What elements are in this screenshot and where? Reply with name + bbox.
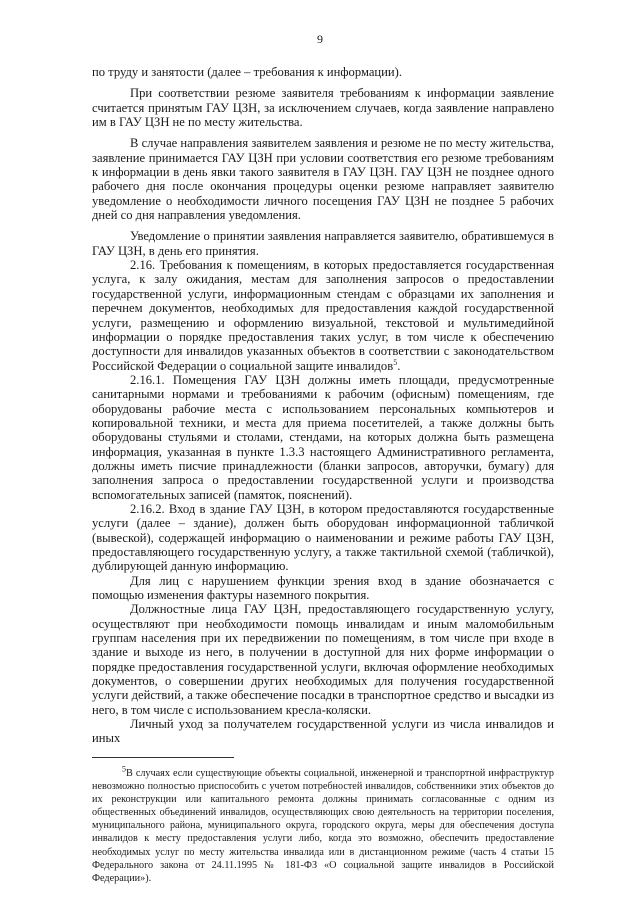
footnote-text: В случаях если существующие объекты социальной, инженерной и транспортной инфраструктур невозможно полностью приспособить с учетом потребностей инвалидов, собственники этих объектов до их реконструкции или капитального ремонта должны принимать согласованные с одним из общественных объединений инвалидов, осуществляющих свою деятельность на территории поселения, муниципального района, муниципального округа, городского округа, меры для обеспечения доступа инвалидов к месту предоставления услуги либо, когда это возможно, обеспечить предоставление необходимых услуг по месту жительства инвалида или в дистанционном режиме (часть 4 статьи 15 Федерального закона от 24.11.1995 № 181-ФЗ «О социальной защите инвалидов в Российской Федерации»). <box>92 768 554 884</box>
page-number: 9 <box>317 32 323 46</box>
paragraph-8: Для лиц с нарушением функции зрения вход в здание обозначается с помощью изменения фактуры наземного покрытия. <box>92 573 554 603</box>
footnote-reference: 5 <box>393 357 398 367</box>
paragraph-5-text: 2.16. Требования к помещениям, в которых предоставляется государственная услуга, к залу ожидания, местам для заполнения запросов о предоставлении государственной услуги, информационным стендам с образцами их заполнения и перечнем документов, необходимых для предоставления каждой государственной услуги, размещению и оформлению визуальной, текстовой и мультимедийной информации о порядке предоставления таких услуг, в том числе к обеспечению доступности для инвалидов указанных объектов в соответствии с законодательством Российской Федерации о социальной защите инвалидов <box>92 258 554 373</box>
paragraph-5: 2.16. Требования к помещениям, в которых предоставляется государственная услуга, к залу ожидания, местам для заполнения запросов о предоставлении государственной услуги, информационным стендам с образцами их заполнения и перечнем документов, необходимых для предоставления каждой государственной услуги, размещению и оформлению визуальной, текстовой и мультимедийной информации о порядке предоставления таких услуг, в том числе к обеспечению доступности для инвалидов указанных объектов в соответствии с законодательством Российской Федерации о социальной защите инвалидов$^5$. <box>92 258 554 373</box>
paragraph-9: Должностные лица ГАУ ЦЗН, предоставляющего государственную услугу, осуществляют при необходимости помощь инвалидам и иным маломобильным группам населения при их передвижении по помещениям, в том числе при входе в здание и выходе из него, в получении в доступной для них форме информации о порядке предоставления государственной услуги, включая оформление необходимых документов, о совершении других необходимых для получения государственной услуги действий, а также обеспечение посадки в транспортное средство и высадки из него, в том числе с использованием кресла-коляски. <box>92 602 554 717</box>
paragraph-1: по труду и занятости (далее – требования к информации). <box>92 65 402 79</box>
paragraph-2: При соответствии резюме заявителя требованиям к информации заявление считается принятым ГАУ ЦЗН, за исключением случаев, когда заявление направлено им в ГАУ ЦЗН не по месту жительства. <box>92 86 554 130</box>
footnote-marker: 5 <box>122 764 126 774</box>
paragraph-10: Личный уход за получателем государственной услуги из числа инвалидов и иных <box>92 717 554 746</box>
paragraph-7: 2.16.2. Вход в здание ГАУ ЦЗН, в котором предоставляются государственные услуги (далее – здание), должен быть оборудован информационной табличкой (вывеской), содержащей информацию о наименовании и режиме работы ГАУ ЦЗН, предоставляющего государственную услугу, а также тактильной схемой (табличкой), дублирующей данную информацию. <box>92 501 554 574</box>
footnote-divider <box>92 757 234 758</box>
paragraph-3: В случае направления заявителем заявления и резюме не по месту жительства, заявление принимается ГАУ ЦЗН при условии соответствия его резюме требованиям к информации в день явки такого заявителя в ГАУ ЦЗН. ГАУ ЦЗН не позднее одного рабочего дня после окончания процедуры оценки резюме направляет заявителю уведомление о необходимости личного посещения ГАУ ЦЗН не позднее 5 рабочих дней со дня направления уведомления. <box>92 136 554 223</box>
body-text <box>92 65 554 746</box>
footnote <box>92 764 554 885</box>
paragraph-4: Уведомление о принятии заявления направляется заявителю, обратившемуся в ГАУ ЦЗН, в день его принятия. <box>92 229 554 258</box>
paragraph-6: 2.16.1. Помещения ГАУ ЦЗН должны иметь площади, предусмотренные санитарными нормами и требованиями к рабочим (офисным) помещениям, где оборудованы рабочие места с использованием персональных компьютеров и копировальной техники, и места для приема посетителей, а также должны быть оборудованы стульями и столами, стендами, на которых должна быть размещена информация, указанная в пункте 1.3.3 настоящего Административного регламента, должны иметь писчие принадлежности (бланки запросов, авторучки, бумагу) для заполнения запроса о предоставлении государственной услуги и производства вспомогательных записей (памяток, пояснений). <box>92 372 554 502</box>
